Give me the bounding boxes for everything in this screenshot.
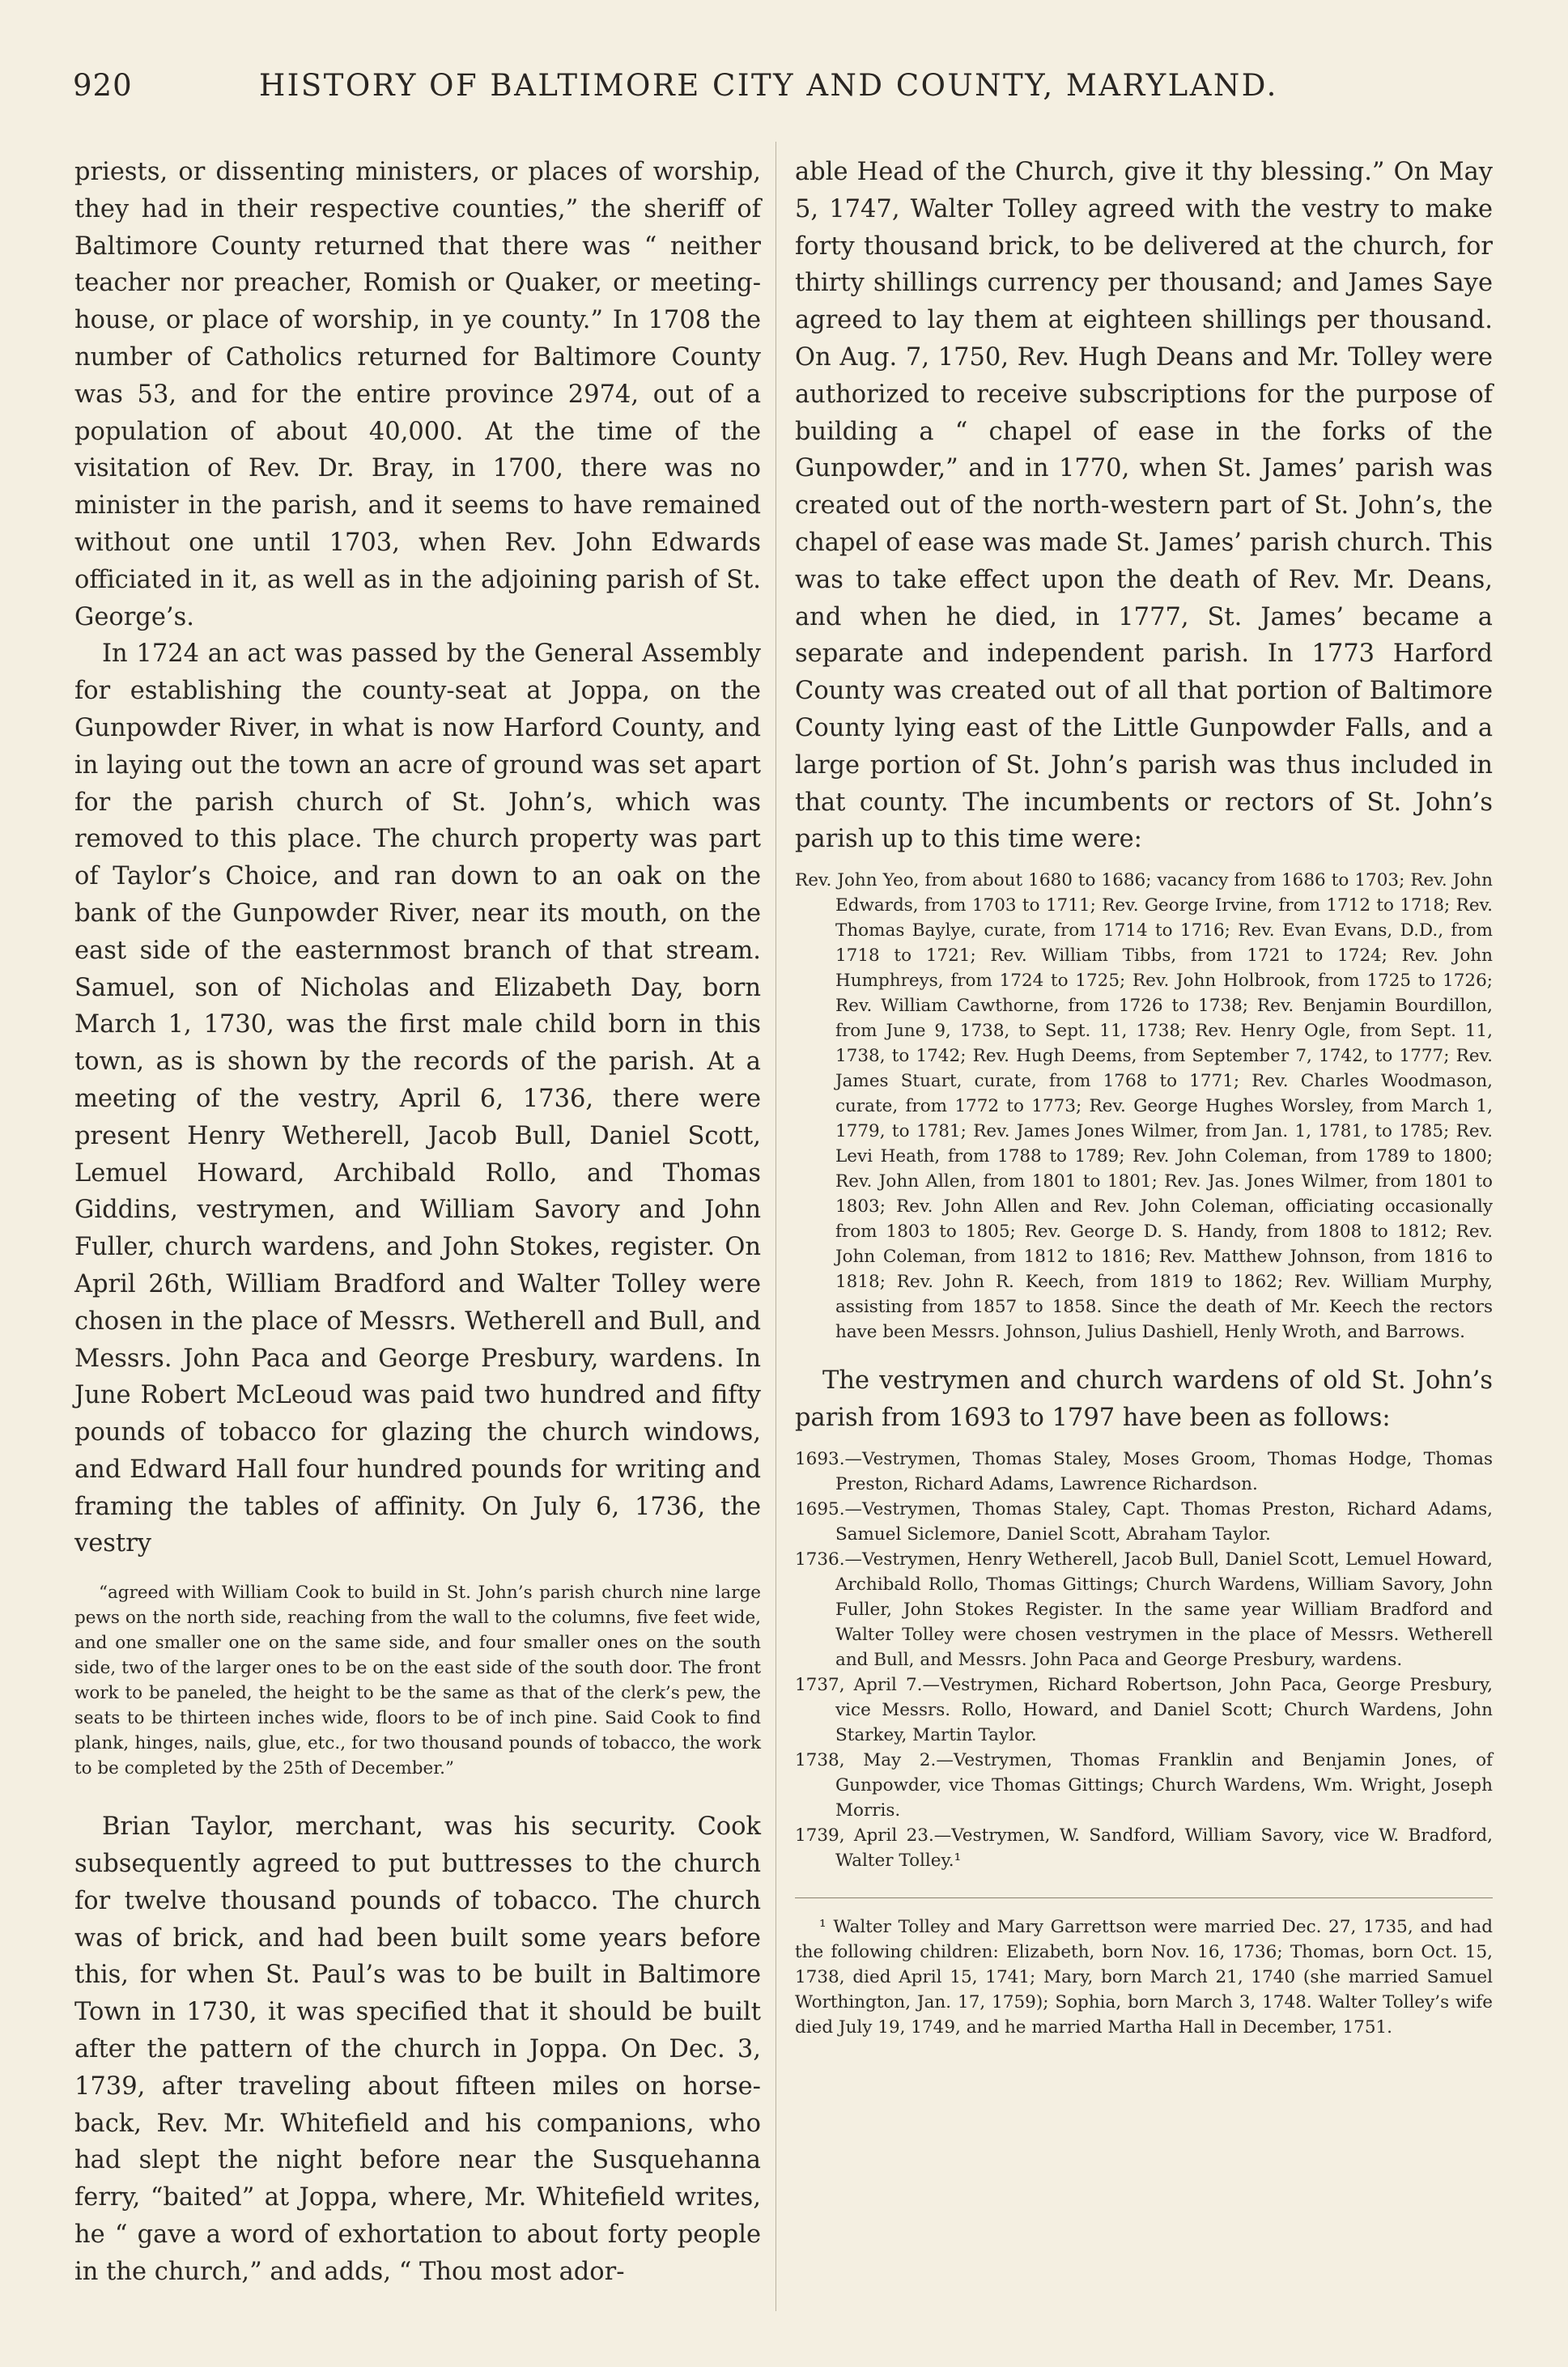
paragraph: The vestrymen and church wardens of old St. John’s parish from 1693 to 1797 have been as follows: [795, 1366, 1493, 1432]
vestry-entry: 1736.—Vestrymen, Henry Wetherell, Jacob Bull, Daniel Scott, Lemuel Howard, Archibald Rollo, Thomas Gittings; Church Wardens, William Savory, John Fuller, John Stokes Register. In the same year William Bradford and Walter Tolley were chosen vestrymen in the place of Messrs. Wetherell and Bull, and Messrs. John Paca and George Presbury, wardens. [795, 1549, 1493, 1670]
paragraph: able Head of the Church, give it thy blessing.” On May 5, 1747, Walter Tolley agreed with the vestry to make forty thousand brick, to be delivered at the church, for thirty shillings currency per thousand; and James Saye agreed to lay them at eighteen shillings per thousand. On Aug. 7, 1750, Rev. Hugh Deans and Mr. Tolley were authorized to receive subscriptions for the purpose of building a “ chapel of ease in the forks of the Gunpowder,” and in 1770, when St. James’ parish was created out of the north-western part of St. John’s, the chapel of ease was made St. James’ parish church. This was to take effect upon the death of Rev. Mr. Deans, and when he died, in 1777, St. James’ became a separate and independent parish. In 1773 Harford County was created out of all that portion of Baltimore County lying east of the Little Gunpowder Falls, and a large portion of St. John’s parish was thus included in that county. The incumbents or rectors of St. John’s parish up to this time were: [795, 158, 1493, 854]
page-number: 920 [73, 68, 133, 103]
right-column [795, 154, 1493, 2040]
left-column [74, 154, 761, 2291]
footnote: ¹ Walter Tolley and Mary Garrettson were married Dec. 27, 1735, and had the following children: Elizabeth, born Nov. 16, 1736; Thomas, born Oct. 15, 1738, died April 15, 1741; Mary, born March 21, 1740 (she married Samuel Worthington, Jan. 17, 1759); Sophia, born March 3, 1748. Walter Tolley’s wife died July 19, 1749, and he married Martha Hall in December, 1751. [795, 1916, 1493, 2038]
vestry-entry: 1737, April 7.—Vestrymen, Richard Robertson, John Paca, George Presbury, vice Messrs. Rollo, Howard, and Daniel Scott; Church Wardens, John Starkey, Martin Taylor. [795, 1674, 1493, 1745]
vestry-entry: 1695.—Vestrymen, Thomas Staley, Capt. Thomas Preston, Richard Adams, Samuel Siclemore, Daniel Scott, Abraham Taylor. [795, 1498, 1493, 1545]
paragraph: Brian Taylor, merchant, was his security. Cook subsequently agreed to put buttresses to the church for twelve thousand pounds of tobacco. The church was of brick, and had been built some years before this, for when St. Paul’s was to be built in Baltimore Town in 1730, it was specified that it should be built after the pattern of the church in Joppa. On Dec. 3, 1739, after traveling about fifteen miles on horse-back, Rev. Mr. Whitefield and his companions, who had slept the night before near the Susquehanna ferry, “baited” at Joppa, where, Mr. Whitefield writes, he “ gave a word of exhortation to about forty people in the church,” and adds, “ Thou most ador- [74, 1812, 761, 2286]
vestry-entry: 1739, April 23.—Vestrymen, W. Sandford, William Savory, vice W. Bradford, Walter Tolley.¹ [795, 1825, 1493, 1871]
footnote-rule [795, 1897, 1493, 1898]
running-title: HISTORY OF BALTIMORE CITY AND COUNTY, MARYLAND. [259, 68, 1278, 103]
vestry-entry: 1693.—Vestrymen, Thomas Staley, Moses Groom, Thomas Hodge, Thomas Preston, Richard Adams, Lawrence Richardson. [795, 1448, 1493, 1494]
quoted-agreement: “agreed with William Cook to build in St. John’s parish church nine large pews on the north side, reaching from the wall to the columns, five feet wide, and one smaller one on the same side, and four smaller ones on the south side, two of the larger ones to be on the east side of the south door. The front work to be paneled, the height to be the same as that of the clerk’s pew, the seats to be thirteen inches wide, floors to be of inch pine. Said Cook to find plank, hinges, nails, glue, etc., for two thousand pounds of tobacco, the work to be completed by the 25th of December.” [74, 1583, 761, 1779]
paragraph: priests, or dissenting ministers, or places of worship, they had in their respective counties,” the sheriff of Baltimore County returned that there was “ neither teacher nor preacher, Romish or Quaker, or meeting-house, or place of worship, in ye county.” In 1708 the number of Catholics returned for Baltimore County was 53, and for the entire province 2974, out of a population of about 40,000. At the time of the visitation of Rev. Dr. Bray, in 1700, there was no minister in the parish, and it seems to have remained without one until 1703, when Rev. John Edwards officiated in it, as well as in the adjoining parish of St. George’s. [74, 158, 761, 631]
page-header [0, 68, 1568, 117]
paragraph: In 1724 an act was passed by the General Assembly for establishing the county-seat at Joppa, on the Gunpowder River, in what is now Harford County, and in laying out the town an acre of ground was set apart for the parish church of St. John’s, which was removed to this place. The church property was part of Taylor’s Choice, and ran down to an oak on the bank of the Gunpowder River, near its mouth, on the east side of the easternmost branch of that stream. Samuel, son of Nicholas and Elizabeth Day, born March 1, 1730, was the first male child born in this town, as is shown by the records of the parish. At a meeting of the vestry, April 6, 1736, there were present Henry Wetherell, Jacob Bull, Daniel Scott, Lemuel Howard, Archibald Rollo, and Thomas Giddins, vestrymen, and William Savory and John Fuller, church wardens, and John Stokes, register. On April 26th, William Bradford and Walter Tolley were chosen in the place of Messrs. Wetherell and Bull, and Messrs. John Paca and George Presbury, wardens. In June Robert McLeoud was paid two hundred and fifty pounds of tobacco for glazing the church windows, and Edward Hall four hundred pounds for writing and framing the tables of affinity. On July 6, 1736, the vestry [74, 640, 761, 1558]
rector-list: Rev. John Yeo, from about 1680 to 1686; vacancy from 1686 to 1703; Rev. John Edwards, from 1703 to 1711; Rev. George Irvine, from 1712 to 1718; Rev. Thomas Baylye, curate, from 1714 to 1716; Rev. Evan Evans, D.D., from 1718 to 1721; Rev. William Tibbs, from 1721 to 1724; Rev. John Humphreys, from 1724 to 1725; Rev. John Holbrook, from 1725 to 1726; Rev. William Cawthorne, from 1726 to 1738; Rev. Benjamin Bourdillon, from June 9, 1738, to Sept. 11, 1738; Rev. Henry Ogle, from Sept. 11, 1738, to 1742; Rev. Hugh Deems, from September 7, 1742, to 1777; Rev. James Stuart, curate, from 1768 to 1771; Rev. Charles Woodmason, curate, from 1772 to 1773; Rev. George Hughes Worsley, from March 1, 1779, to 1781; Rev. James Jones Wilmer, from Jan. 1, 1781, to 1785; Rev. Levi Heath, from 1788 to 1789; Rev. John Coleman, from 1789 to 1800; Rev. John Allen, from 1801 to 1801; Rev. Jas. Jones Wilmer, from 1801 to 1803; Rev. John Allen and Rev. John Coleman, officiating occasionally from 1803 to 1805; Rev. George D. S. Handy, from 1808 to 1812; Rev. John Coleman, from 1812 to 1816; Rev. Matthew Johnson, from 1816 to 1818; Rev. John R. Keech, from 1819 to 1862; Rev. William Murphy, assisting from 1857 to 1858. Since the death of Mr. Keech the rectors have been Messrs. Johnson, Julius Dashiell, Henly Wroth, and Barrows. [795, 870, 1493, 1343]
vestry-entry: 1738, May 2.—Vestrymen, Thomas Franklin and Benjamin Jones, of Gunpowder, vice Thomas Gittings; Church Wardens, Wm. Wright, Joseph Morris. [795, 1749, 1493, 1821]
